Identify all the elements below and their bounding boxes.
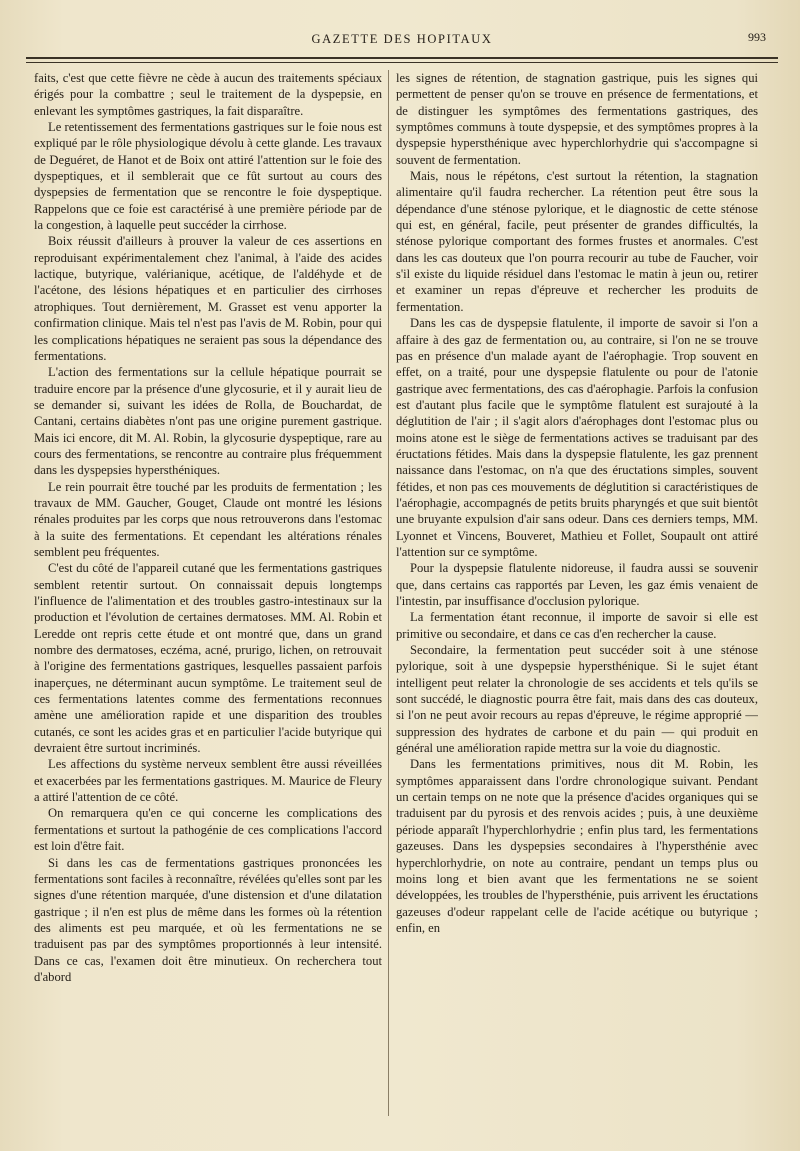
header-rule-thin — [26, 62, 778, 63]
paragraph: Pour la dyspepsie flatulente nidoreuse, il faudra aussi se souvenir que, dans certains cas rapportés par Leven, les gaz émis venaient de l'intestin, par insuffisance d'occlusion pylorique. — [396, 561, 758, 608]
page-number: 993 — [748, 30, 766, 44]
paragraph: Les affections du système nerveux semblent être aussi réveillées et exacerbées par les fermentations gastriques. M. Maurice de Fleury a attiré l'attention de ce côté. — [34, 757, 382, 805]
paragraph: C'est du côté de l'appareil cutané que les fermentations gastriques semblent retentir surtout. On connaissait depuis longtemps l'influence de l'alimentation et des troubles gastro-intestinaux sur la production et l'évolution de certaines dermatoses. MM. Al. Robin et Leredde ont repris cette étude et ont montré que, dans un grand nombre des dermatoses, eczéma, acné, prurigo, lichen, on retrouvait à l'origine des fermentations gastriques, lesquelles passaient parfois inaperçues, ne déterminant aucun symptôme. Le traitement seul de ces fermentations latentes comme des fermentations reconnues amène une amélioration rapide et une disparition des troubles cutanés, ce sont les acides gras et en particulier l'acide butyrique qui devraient être surtout incriminés. — [34, 561, 382, 756]
column-divider — [388, 70, 389, 1116]
paragraph: faits, c'est que cette fièvre ne cède à aucun des traitements spéciaux érigés pour la combattre ; seul le traitement de la dyspepsie, en enlevant les symptômes gastriques, la fait disparaître. — [34, 71, 382, 118]
paragraph: L'action des fermentations sur la cellule hépatique pourrait se traduire encore par la présence d'une glycosurie, et il y aurait lieu de se demander si, suivant les idées de Rolla, de Bouchardat, de Cantani, certains diabètes n'ont pas une origine purement gastrique. Mais ici encore, dit M. Al. Robin, la glycosurie dyspeptique, rare au cours des fermentations, se rencontre au contraire plus fréquemment dans les dyspepsies hypersthéniques. — [34, 365, 382, 478]
paragraph: les signes de rétention, de stagnation gastrique, puis les signes qui permettent de penser qu'on se trouve en présence de fermentations, et de distinguer les symptômes des fermentations gastriques, des symptômes communs à toute dyspepsie, et des symptômes propres à la dyspepsie hypersthénique avec hyperchlorhydrie qui s'accompagne si souvent de fermentation. — [396, 71, 758, 167]
paragraph: Le rein pourrait être touché par les produits de fermentation ; les travaux de MM. Gaucher, Gouget, Claude ont montré les lésions rénales produites par les corps que nous retrouverons dans l'estomac à la suite des fermentations. Et cependant les altérations rénales semblent peu fréquentes. — [34, 479, 382, 559]
paragraph: On remarquera qu'en ce qui concerne les complications des fermentations et surtout la pathogénie de ces complications l'accord est loin d'être fait. — [34, 806, 382, 854]
paragraph: Mais, nous le répétons, c'est surtout la rétention, la stagnation alimentaire qu'il faudra rechercher. La rétention peut être sous la dépendance d'une sténose pylorique, et le diagnostic de cette sténose qui est, en général, facile, peut présenter de grandes difficultés, la sténose pylorique comportant des formes frustes et anormales. C'est dans les cas douteux que l'on pourra recourir au tube de Faucher, voir s'il existe du liquide résiduel dans l'estomac le matin à jeun ou, retirer et examiner un repas d'épreuve et rechercher les produits de fermentation. — [396, 169, 758, 314]
page-header — [26, 28, 778, 58]
paragraph: Dans les fermentations primitives, nous dit M. Robin, les symptômes apparaissent dans l'ordre chronologique suivant. Pendant un certain temps on ne note que la présence d'acides organiques qui se traduisent par du pyrosis et des renvois acides ; puis, à une deuxième période apparaît l'hyperchlorhydrie ; enfin plus tard, les fermentations gazeuses. Dans les dyspepsies secondaires à l'hypersthénie avec hyperchlorhydrie, on note au contraire, pendant un temps plus ou moins long et bien avant que les fermentations ne se soient développées, les troubles de l'hypersthénie, puis arrivent les éructations gazeuses d'odeur rappelant celle de l'acide acétique ou butyrique ; enfin, en — [396, 757, 758, 935]
journal-title: GAZETTE DES HOPITAUX — [311, 32, 493, 46]
left-column — [34, 70, 382, 1120]
paragraph: La fermentation étant reconnue, il importe de savoir si elle est primitive ou secondaire, et dans ce cas d'en rechercher la cause. — [396, 610, 758, 641]
paragraph: Boix réussit d'ailleurs à prouver la valeur de ces assertions en reproduisant expérimentalement chez l'animal, à l'aide des acides lactique, butyrique, valérianique, acétique, de l'aldéhyde et de l'acétone, des lésions hépatiques et en particulier des cirrhoses atrophiques. Tout dernièrement, M. Grasset est venu apporter la confirmation clinique. Mais tel n'est pas l'avis de M. Robin, pour qui les complications hépatiques ne seraient pas sous la dépendance des fermentations. — [34, 234, 382, 363]
paragraph: Secondaire, la fermentation peut succéder soit à une sténose pylorique, soit à une dyspepsie hypersthénique. Si le sujet étant intelligent peut relater la chronologie de ses accidents et tels qu'ils se sont succédé, le diagnostic pourra être fait, mais dans des cas douteux, si l'on ne peut avoir recours au repas d'épreuve, le régime approprié — suppression des hydrates de carbone et du pain — qui produit en général une amélioration rapide mettra sur la voie du diagnostic. — [396, 643, 758, 756]
right-column — [396, 70, 758, 1120]
paragraph: Le retentissement des fermentations gastriques sur le foie nous est expliqué par le rôle physiologique dévolu à cette glande. Les travaux de Deguéret, de Hanot et de Boix ont attiré l'attention sur le foie des dyspeptiques, et il semblerait que ce fût surtout au cours des dyspepsies de fermentation que se rencontre le foie dyspeptique. Rappelons que ce foie est caractérisé à une première période par de la congestion, à laquelle peut succéder la cirrhose. — [34, 120, 382, 233]
paragraph: Dans les cas de dyspepsie flatulente, il importe de savoir si l'on a affaire à des gaz de fermentation ou, au contraire, si l'on ne se trouve pas en présence d'un malade ayant de l'aérophagie. Trop souvent en effet, on a traité, pour une dyspepsie flatulente ou pour de l'atonie gastrique avec fermentations, des cas d'aérophagie. Parfois la confusion est d'autant plus facile que le symptôme flatulent est surajouté à la déglutition de l'air ; il s'agit alors d'aérophages dont l'estomac plus ou moins atone est le siège de fermentations actives se traduisant par des éructations fétides. Mais dans la dyspepsie flatulente, les gaz prennent naissance dans l'estomac, on n'a que des éructations simples, souvent fétides, et non pas ces mouvements de déglutition si caractéristiques de l'aérophagie, accompagnés de petits bruits pharyngés et que suit bientôt une bruyante expulsion d'air sans odeur. Dans ces derniers temps, MM. Lyonnet et Vincens, Bouveret, Mathieu et Follet, Soupault ont attiré l'attention sur ce symptôme. — [396, 316, 758, 559]
paragraph: Si dans les cas de fermentations gastriques prononcées les fermentations sont faciles à reconnaître, révélées qu'elles sont par les signes d'une rétention marquée, d'une distension et d'une dilatation gastrique ; il n'en est plus de même dans les formes où la rétention des aliments est peu marquée, et où les fermentations ne se traduisent pas par des symptômes proportionnés à leur intensité. Dans ce cas, l'examen doit être minutieux. On recherchera tout d'abord — [34, 855, 382, 984]
header-rule-thick — [26, 57, 778, 59]
